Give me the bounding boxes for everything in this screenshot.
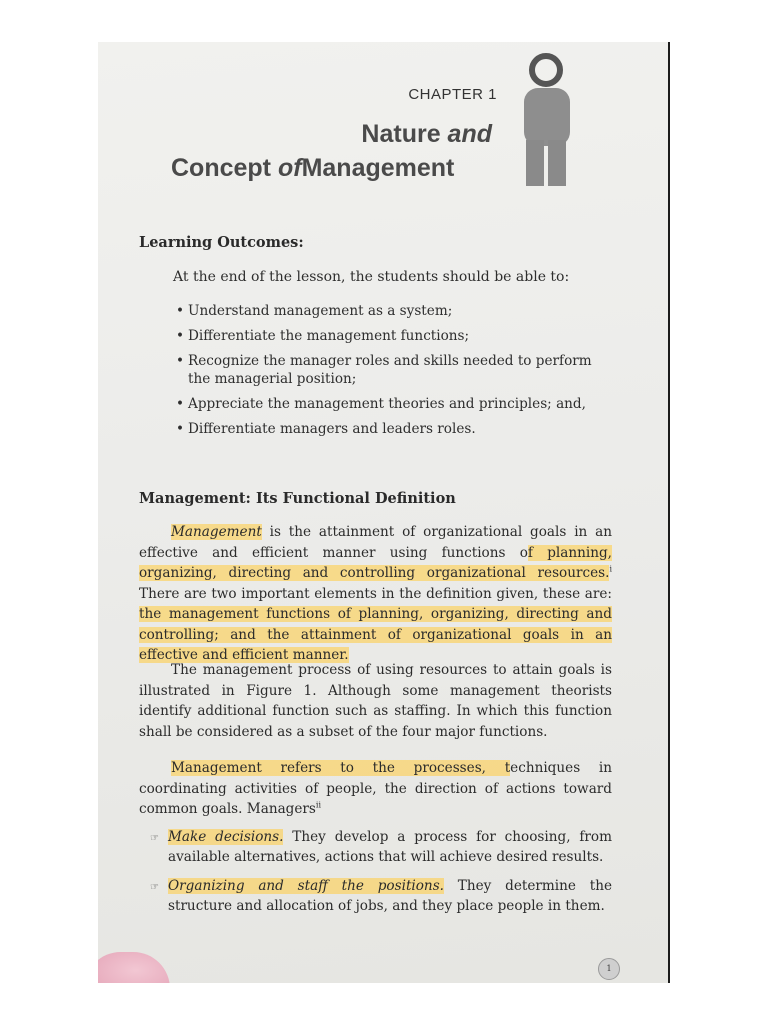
chapter-title-line2 (171, 154, 454, 183)
list-item: • Recognize the manager roles and skills needed to perform the managerial position; (176, 352, 616, 388)
footnote-marker: ii (315, 800, 322, 810)
highlight (171, 524, 262, 540)
highlight: Management refers to the processes, t (171, 760, 511, 776)
text-run: There are two important elements in the definition given, these are: (139, 585, 612, 602)
bullet-text: They develop a process for choosing, from available alternatives, actions that will achieve desired results. (168, 829, 612, 865)
title-word-of: of (277, 154, 302, 182)
highlight (168, 878, 444, 894)
chapter-title-line1 (361, 120, 492, 149)
title-word-management: Management (301, 154, 455, 182)
list-item: • Understand management as a system; (176, 302, 616, 320)
list-item: • Appreciate the management theories and principles; and, (176, 395, 616, 413)
highlight: the management functions of planning, organizing, directing and controlling; and the attainment of organizational goals in an effective and efficient manner. (139, 606, 612, 663)
highlight: f planning, organizing, directing and controlling organizational resources. (139, 544, 612, 581)
chapter-label: CHAPTER 1 (408, 86, 497, 103)
learning-outcomes-heading: Learning Outcomes: (139, 234, 304, 251)
process-paragraph: The management process of using resources to attain goals is illustrated in Figure 1. Although some management theorists identify additional function such as staffing. In which this function shall be considered as a subset of the four major functions. (139, 662, 612, 740)
text-run: echniques in coordinating activities of people, the direction of actions toward common goals. Managers (139, 760, 612, 817)
book-page (98, 42, 670, 983)
title-word-concept: Concept (171, 154, 271, 182)
learning-outcomes-intro: At the end of the lesson, the students should be able to: (173, 269, 570, 285)
definition-paragraph (139, 522, 612, 666)
text-run: is the attainment of organizational goals in an effective and efficient manner using functions o (139, 524, 612, 561)
bullet-lead: Make decisions. (168, 829, 284, 845)
thumb (98, 952, 170, 983)
definition-heading: Management: Its Functional Definition (139, 490, 456, 507)
term-management: Management (171, 524, 262, 540)
footnote-marker: i (609, 564, 612, 574)
highlight (168, 829, 283, 845)
list-item (150, 827, 612, 867)
title-word-nature: Nature (361, 120, 441, 148)
list-item: • Differentiate managers and leaders roles. (176, 420, 616, 438)
bullet-text: They determine the structure and allocation of jobs, and they place people in them. (168, 878, 613, 914)
pointing-hand-icon: ☞ (150, 833, 159, 844)
page-number: 1 (598, 958, 620, 980)
list-item: • Differentiate the management functions; (176, 327, 616, 345)
list-item (150, 876, 612, 916)
pointing-hand-icon: ☞ (150, 882, 159, 893)
title-word-and: and (447, 120, 492, 148)
bullet-lead: Organizing and staff the positions. (168, 878, 444, 894)
learning-outcomes-list (176, 302, 616, 445)
person-figure-icon (518, 52, 578, 187)
manager-functions-list (150, 827, 612, 925)
managers-paragraph (139, 758, 612, 820)
